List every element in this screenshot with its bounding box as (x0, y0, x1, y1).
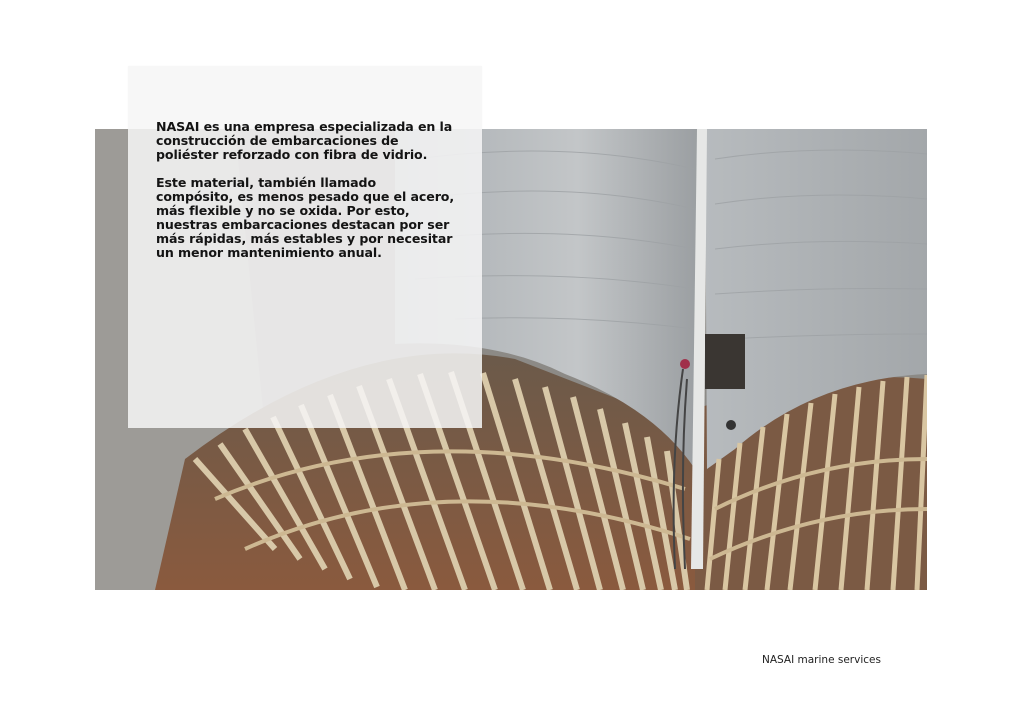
intro-text-panel (128, 66, 482, 428)
intro-paragraph: NASAI es una empresa especializada en la construcción de embarcaciones de poliéster reforzado con fibra de vidrio. (156, 119, 453, 162)
detail-paragraph: Este material, también llamado compósito, es menos pesado que el acero, más flexible y no se oxida. Por esto, nuestras embarcaciones destacan por ser más rápidas, más estables y por necesitar un menor mantenimiento anual. (156, 175, 455, 260)
footer-brand: NASAI marine services (762, 654, 881, 666)
